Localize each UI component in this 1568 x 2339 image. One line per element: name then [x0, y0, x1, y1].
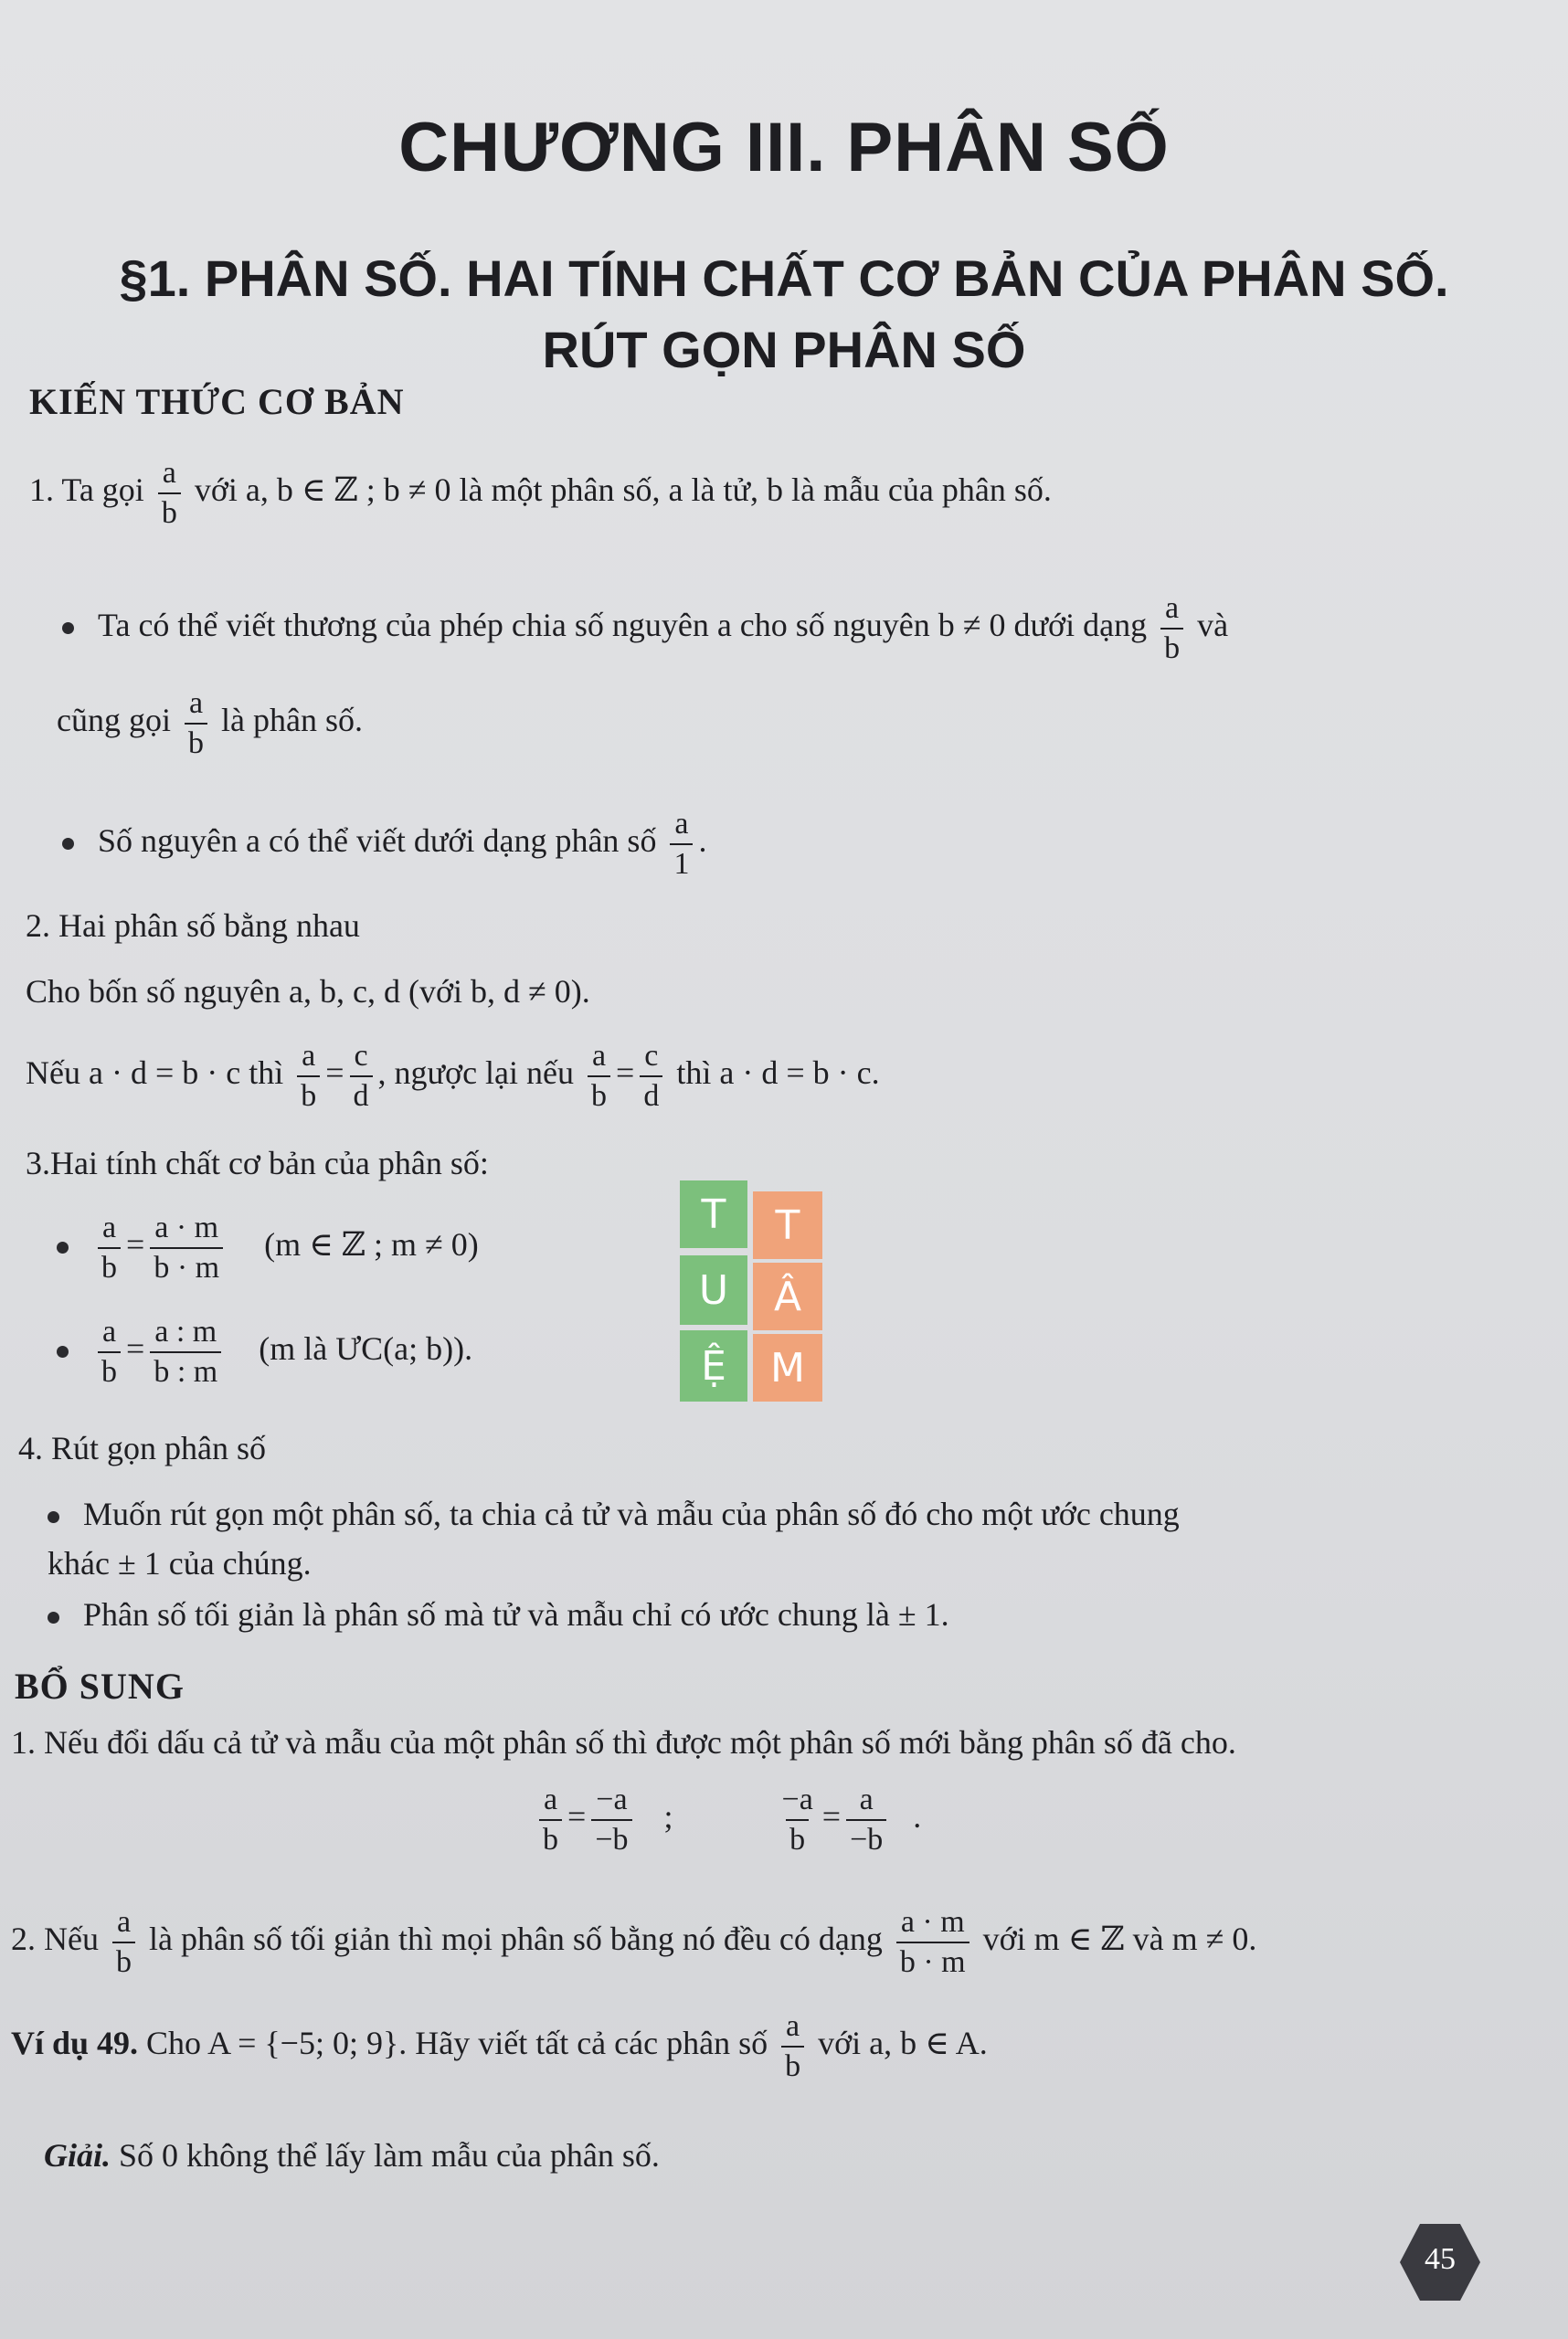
denominator: 1 — [670, 843, 693, 881]
item2-title: 2. Hai phân số bằng nhau — [26, 907, 360, 944]
bullet-icon — [62, 838, 74, 850]
supp2-post: với m ∈ ℤ và m ≠ 0. — [982, 1920, 1257, 1957]
example-label: Ví dụ 49. — [11, 2024, 139, 2061]
fraction-a-over-neg-b — [846, 1783, 886, 1856]
item1-bullet1-text: Ta có thể viết thương của phép chia số nguyên a cho số nguyên b ≠ 0 dưới dạng — [98, 606, 1148, 643]
basic-knowledge-heading: KIẾN THỨC CƠ BẢN — [29, 381, 405, 422]
fraction-a-over-b — [98, 1212, 121, 1284]
item2-given: Cho bốn số nguyên a, b, c, d (với b, d ≠ 0). — [26, 973, 590, 1010]
bullet-icon — [62, 622, 74, 634]
item4-title: 4. Rút gọn phân số — [18, 1430, 267, 1466]
denominator: b — [112, 1942, 135, 1979]
numerator: −a — [596, 1783, 628, 1816]
item4-bullet2 — [48, 1595, 949, 1635]
denominator: b — [786, 1819, 809, 1857]
denominator: b — [781, 2046, 804, 2083]
denominator: b — [185, 723, 207, 760]
numerator: a — [302, 1039, 316, 1073]
bullet-icon — [48, 1612, 59, 1624]
denominator: −b — [591, 1819, 631, 1857]
tue-tam-logo — [680, 1180, 822, 1402]
item1-bullet1 — [62, 592, 1228, 664]
fraction-a-over-b — [98, 1316, 121, 1388]
numerator: a — [543, 1783, 558, 1816]
item1-post: với a, b ∈ ℤ ; b ≠ 0 là một phân số, a là tử, b là mẫu của phân số. — [194, 471, 1052, 508]
fraction-c-over-d — [640, 1040, 662, 1112]
numerator: a · m — [900, 1905, 965, 1939]
item4-bullet1-line1: Muốn rút gọn một phân số, ta chia cả tử và mẫu của phân số đó cho một ước chung — [83, 1496, 1180, 1532]
item1-definition — [29, 457, 1052, 529]
logo-cell: T — [753, 1191, 822, 1259]
chapter-title: CHƯƠNG III. PHÂN SỐ — [398, 109, 1170, 186]
numerator: c — [354, 1039, 368, 1073]
item1-bullet2-text: Số nguyên a có thể viết dưới dạng phân số — [98, 821, 657, 859]
fraction-a-over-b — [781, 2010, 804, 2082]
fraction-neg-a-over-b — [779, 1783, 817, 1856]
item2-mid: , ngược lại nếu — [377, 1053, 575, 1091]
denominator: b — [297, 1075, 320, 1113]
item3-property1-condition: (m ∈ ℤ ; m ≠ 0) — [264, 1225, 479, 1263]
denominator: b · m — [150, 1247, 223, 1285]
item2-if-pre: Nếu a · d = b · c thì — [26, 1053, 284, 1091]
numerator: a — [591, 1039, 607, 1073]
fraction-am-over-bm — [150, 1212, 223, 1284]
item4-bullet1 — [48, 1495, 1180, 1534]
logo-cell: M — [753, 1334, 822, 1402]
equals-sign: = — [616, 1053, 635, 1091]
numerator: a — [116, 1905, 132, 1939]
item1-bullet1-tail: và — [1197, 606, 1229, 643]
numerator: a — [859, 1783, 874, 1816]
item3-property2 — [57, 1316, 472, 1388]
fraction-a-over-b — [1160, 592, 1183, 664]
separator: ; — [663, 1797, 673, 1835]
item3-title: 3.Hai tính chất cơ bản của phân số: — [26, 1145, 489, 1181]
section-title-line2: RÚT GỌN PHÂN SỐ — [542, 321, 1026, 378]
logo-cell: T — [680, 1180, 747, 1248]
denominator: b — [158, 492, 181, 530]
supp2-mid: là phân số tối giản thì mọi phân số bằng nó đều có dạng — [148, 1920, 883, 1957]
item2-post: thì a · d = b · c. — [676, 1053, 880, 1091]
equals-sign: = — [325, 1053, 344, 1091]
numerator: a : m — [154, 1315, 217, 1349]
supp2 — [11, 1906, 1256, 1978]
fraction-am-over-bm — [896, 1906, 969, 1978]
solution-label: Giải. — [44, 2137, 111, 2174]
section-title-line1: §1. PHÂN SỐ. HAI TÍNH CHẤT CƠ BẢN CỦA PHÂN SỐ. — [119, 249, 1449, 307]
bullet-icon — [57, 1242, 69, 1254]
fraction-a-over-b — [297, 1040, 320, 1112]
denominator: b : m — [150, 1351, 221, 1389]
item4-bullet1-line2: khác ± 1 của chúng. — [48, 1545, 312, 1582]
fraction-a-over-b — [588, 1040, 610, 1112]
numerator: a — [674, 807, 689, 841]
supp1-text: 1. Nếu đổi dấu cả tử và mẫu của một phân số thì được một phân số mới bằng phân số đã cho. — [11, 1724, 1236, 1761]
logo-cell: Ệ — [680, 1330, 747, 1402]
fraction-a-over-b — [185, 687, 207, 759]
supp1-formulas — [534, 1783, 921, 1856]
numerator: a — [188, 686, 204, 720]
fraction-neg-a-over-neg-b — [591, 1783, 631, 1856]
fraction-a-over-b — [112, 1906, 135, 1978]
equals-sign: = — [821, 1797, 842, 1835]
item1-bullet2 — [62, 808, 706, 880]
denominator: b — [98, 1247, 121, 1285]
example-post: với a, b ∈ A. — [818, 2024, 988, 2061]
bullet-icon — [48, 1511, 59, 1523]
denominator: b — [1160, 628, 1183, 665]
item4-bullet2-text: Phân số tối giản là phân số mà tử và mẫu chỉ có ước chung là ± 1. — [83, 1596, 949, 1633]
example-text: Cho A = {−5; 0; 9}. Hãy viết tất cả các phân số — [146, 2024, 768, 2061]
period: . — [698, 821, 707, 859]
page-number: 45 — [1425, 2242, 1456, 2276]
denominator: b — [98, 1351, 121, 1389]
item3-property2-condition: (m là ƯC(a; b)). — [259, 1329, 473, 1367]
supplement-heading: BỔ SUNG — [15, 1666, 185, 1707]
numerator: a — [101, 1315, 117, 1349]
fraction-a-over-b — [158, 457, 181, 529]
logo-cell: Â — [753, 1263, 822, 1330]
period: . — [913, 1797, 922, 1835]
denominator: b — [588, 1075, 610, 1113]
numerator: c — [644, 1039, 659, 1073]
numerator: a — [101, 1211, 117, 1244]
denominator: b — [539, 1819, 562, 1857]
item1-bullet1-cont-pre: cũng gọi — [57, 701, 171, 738]
bullet-icon — [57, 1346, 69, 1358]
solution-text: Số 0 không thể lấy làm mẫu của phân số. — [119, 2137, 660, 2174]
fraction-c-over-d — [350, 1040, 373, 1112]
numerator: a — [1165, 591, 1180, 625]
example-49 — [11, 2010, 988, 2082]
page-number-badge — [1398, 2220, 1482, 2304]
item1-pre: 1. Ta gọi — [29, 471, 144, 508]
equals-sign: = — [126, 1329, 145, 1367]
fraction-a-over-b — [539, 1783, 562, 1856]
denominator: d — [640, 1075, 662, 1113]
numerator: −a — [781, 1783, 813, 1816]
fraction-a-over-1 — [670, 808, 693, 880]
denominator: b · m — [896, 1942, 969, 1979]
item1-bullet1-continued — [57, 687, 363, 759]
equals-sign: = — [567, 1797, 587, 1835]
denominator: d — [350, 1075, 373, 1113]
item3-property1 — [57, 1212, 479, 1284]
item2-rule — [26, 1040, 880, 1112]
numerator: a · m — [154, 1211, 219, 1244]
numerator: a — [162, 456, 176, 490]
denominator: −b — [846, 1819, 886, 1857]
supp2-pre: 2. Nếu — [11, 1920, 99, 1957]
logo-cell: U — [680, 1255, 747, 1325]
equals-sign: = — [126, 1225, 145, 1263]
solution — [44, 2136, 660, 2175]
item1-bullet1-cont-post: là phân số. — [220, 701, 363, 738]
fraction-a-div-m-over-b-div-m — [150, 1316, 221, 1388]
numerator: a — [786, 2009, 800, 2043]
